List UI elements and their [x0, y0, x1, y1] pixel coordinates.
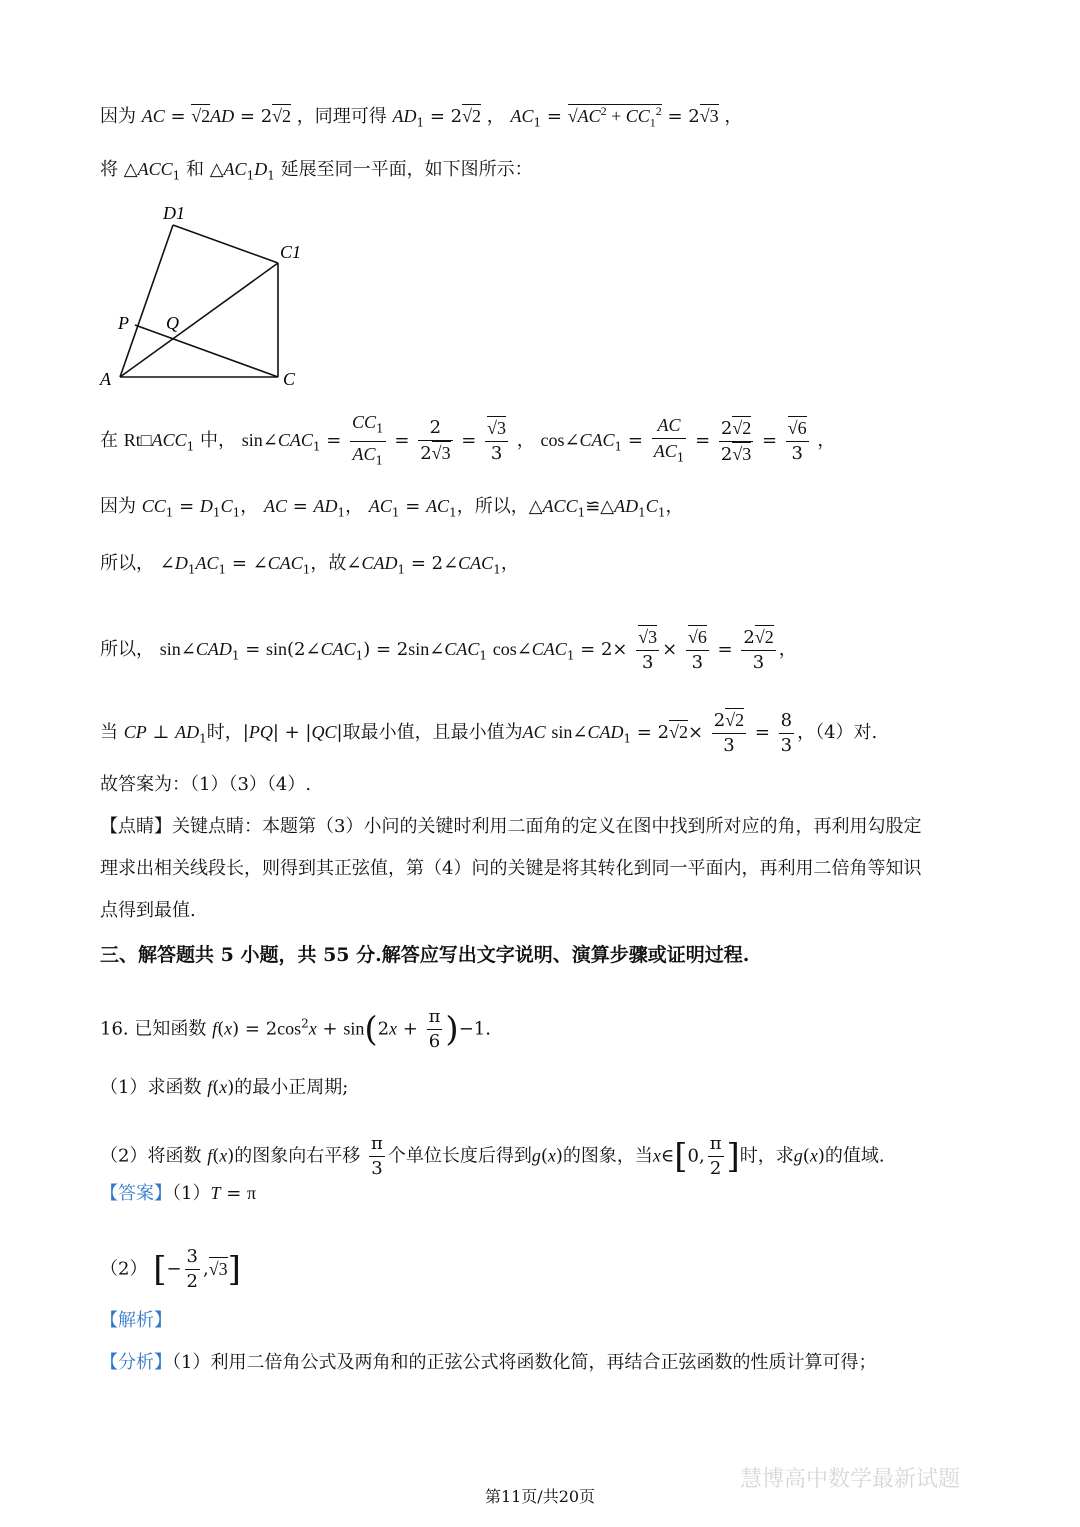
label-c: C	[283, 369, 296, 389]
line-8: 故答案为：（1）（3）（4）.	[100, 774, 312, 795]
label-p: P	[118, 313, 129, 333]
line-4: 因为 $CC_1 = D_1C_1$， AC = $AD_1$， $AC_1 = AC_1$，所以，$\triangle ACC_1≌\triangle AD_1C_1$，	[100, 496, 684, 520]
label-c1: C1	[280, 242, 302, 262]
answer-2: （2） [− $\frac{3}{2}$ ,√ 3]	[100, 1245, 241, 1294]
geometry-figure	[90, 195, 320, 395]
line-6: 所以， $\sin\angle CAD_1$ = $\sin(2\angle CAC_1)$ = $2\sin\angle CAC_1$ $\cos\angle CAC_1 = 2\times$ √ $\frac{3}{3}$ × √ $\frac{6}{3}$ = $\frac{2√ 2}{3}$ ，	[100, 625, 797, 675]
question-16: 16. 已知函数 $f(x) = 2\cos^2x + \sin(2x$ + $\frac{\pi}{6}$ )−1.	[100, 1006, 491, 1052]
line-2: 将 $\triangle ACC_1$ 和 $\triangle AC_1D_1$ 延展至同一平面，如下图所示：	[100, 159, 533, 183]
analysis-tag: 【解析】	[100, 1310, 172, 1331]
edge-a-c1	[120, 263, 278, 377]
page-footer: 第11页/共20页	[484, 1487, 596, 1506]
label-q: Q	[166, 313, 179, 333]
line-10: 理求出相关线段长，则得到其正弦值，第（4）问的关键是将其转化到同一平面内，再利用二倍角等知识	[100, 858, 922, 879]
section-heading: 三、解答题共 5 小题，共 55 分.解答应写出文字说明、演算步骤或证明过程.	[100, 944, 750, 966]
line-11: 点得到最值.	[100, 900, 196, 921]
question-16-part-1: （1）求函数 f(x)的最小正周期;	[100, 1077, 349, 1098]
line-5: 所以， $\angle D_1AC_1$ = $\angle CAC_1$，故$\angle CAD_1$ = $2\angle CAC_1$，	[100, 553, 519, 577]
edge-d1-c1	[173, 225, 278, 263]
analysis-text: 【分析】（1）利用二倍角公式及两角和的正弦公式将函数化简，再结合正弦函数的性质计算可得；	[100, 1352, 877, 1373]
label-d1: D1	[163, 203, 185, 223]
line-7: 当 CP ⊥ $AD_1$时，|PQ| + |QC|取最小值，且最小值为AC $\sin\angle CAD_1 = 2√$ 2× $\frac{2√ 2}{3}$ = $\frac{8}{3}$ ，（4）对.	[100, 708, 877, 758]
line-9: 【点睛】关键点睛：本题第（3）小问的关键时利用二面角的定义在图中找到所对应的角，再利用勾股定	[100, 816, 922, 837]
answer-1: 【答案】（1）T = π	[100, 1183, 257, 1204]
line-1: 因为 AC = √ 2AD = 2√ 2 ，同理可得 $AD_1 = 2√$ 2 ， $AC_1$ = √ $AC^2 + CC_1^2 = 2√$ 3 ，	[100, 100, 742, 134]
watermark: 慧博高中数学最新试题	[740, 1467, 961, 1492]
edge-a-d1	[120, 225, 173, 377]
label-a: A	[100, 369, 111, 389]
question-16-part-2: （2）将函数 f(x)的图象向右平移 $\frac{\pi}{3}$ 个单位长度后得到g(x)的图象，当x∈[0, $\frac{\pi}{2}$ ]时，求g(x)的值域.	[100, 1133, 885, 1179]
line-3: 在 $Rt□ACC_1$ 中， $\sin\angle CAC_1$ = $\frac{CC_1}{AC_1}$ = $\frac{2}{2√ 3}$ = √ $\frac{3}{3}$ ， $\cos\angle CAC_1$ = $\frac{AC}{AC_1}$ = $\frac{2√ 2}{2√ 3}$ = √ $\frac{6}{3}$ ，	[100, 410, 835, 472]
